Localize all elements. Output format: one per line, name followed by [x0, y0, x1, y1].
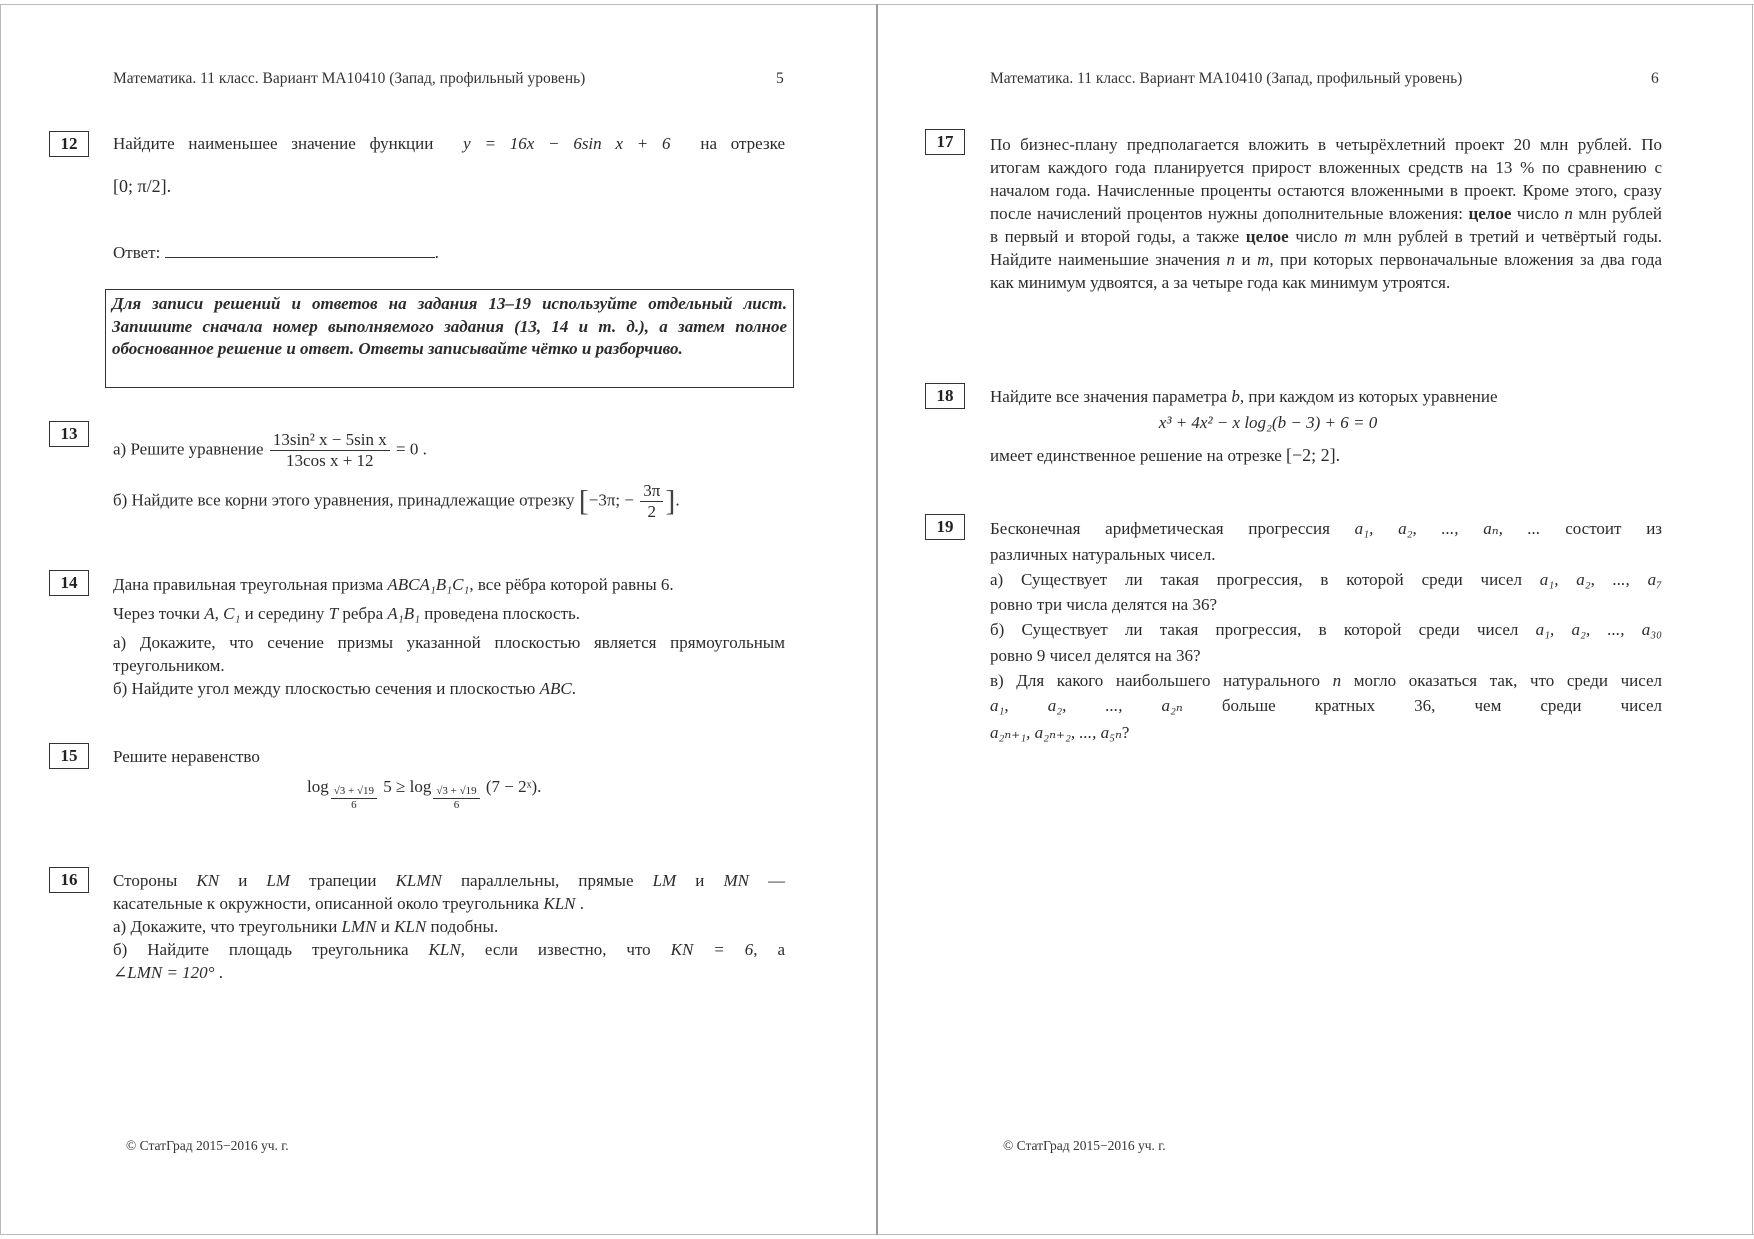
task-19-part-b-end: ровно 9 чисел делятся на 36? — [990, 646, 1201, 665]
right-page — [878, 0, 1754, 1239]
task-12-function: y = 16x − 6sin x + 6 — [463, 134, 671, 153]
t16-b-end: . — [218, 963, 223, 982]
task-number-16: 16 — [49, 867, 89, 893]
t16-LM: LM — [266, 871, 290, 890]
task-18-line-1 — [990, 386, 1497, 409]
task-19-line-1 — [990, 518, 1662, 541]
page-header: Математика. 11 класс. Вариант МА10410 (Запад, профильный уровень) — [990, 70, 1463, 87]
task-14-b-plane: ABC — [539, 679, 572, 698]
t19-c-seq1: a₁, a₂, ..., a₂ₙ — [990, 696, 1183, 715]
t16-a-and: и — [380, 917, 390, 936]
t16-and1: и — [238, 871, 248, 890]
task-14-line-1 — [113, 574, 674, 597]
t18-b: b — [1231, 387, 1240, 406]
task-13-part-a — [113, 430, 427, 471]
t16-a-end: подобны. — [430, 917, 499, 936]
task-15-base-1 — [331, 785, 377, 812]
task-14-line-2 — [113, 603, 580, 626]
task-number-18: 18 — [925, 383, 965, 409]
t19-seq: a₁, a₂, ..., aₙ, ... — [1354, 519, 1541, 538]
task-14-points: A, C₁ — [204, 604, 241, 623]
t16-MN: MN — [723, 871, 749, 890]
task-12-answer: Ответ: . — [113, 243, 439, 262]
t16-b-mid: , если известно, что — [460, 940, 651, 959]
task-16-line-1 — [113, 870, 785, 893]
task-19-line-2: различных натуральных чисел. — [990, 545, 1216, 564]
task-13-a-equals: = 0 . — [395, 439, 427, 459]
task-15-base-2-num: √3 + √19 — [433, 785, 479, 799]
task-16-part-a — [113, 916, 498, 939]
task-15-base-1-den: 6 — [351, 799, 357, 811]
t16-cond2: ∠LMN = 120° — [113, 963, 215, 982]
task-13-b-label: б) Найдите все корни этого уравнения, принадлежащие отрезку — [113, 490, 575, 510]
task-15-text: Решите неравенство — [113, 747, 260, 766]
t19-c-mid: могло оказаться так, что среди чисел — [1353, 671, 1663, 690]
task-13-b-numerator: 3π — [640, 481, 663, 502]
t17-p7: , при которых первоначальные вложения за два года как минимум удвоятся, а за четыре года как минимум утроятся. — [990, 250, 1663, 292]
t16-c: параллельны, прямые — [460, 871, 634, 890]
page-number: 5 — [776, 70, 784, 87]
t19-b-seq: a₁, a₂, ..., a₃₀ — [1535, 620, 1663, 639]
task-14-line2-b: и середину — [244, 604, 325, 623]
task-14-edge: A₁B₁ — [387, 604, 420, 623]
task-number-12: 12 — [49, 131, 89, 157]
t16-b: трапеции — [309, 871, 377, 890]
right-bracket: ] — [665, 484, 676, 518]
answer-input-line[interactable] — [165, 243, 435, 258]
t16-LM2: LM — [652, 871, 677, 890]
t17-p3: млн рублей в первый и второй годы, а также — [990, 204, 1663, 246]
t16-KLN3: KLN — [428, 940, 461, 959]
task-number-17: 17 — [925, 129, 965, 155]
t17-p6: и — [1241, 250, 1251, 269]
task-14-line1-end: , все рёбра которой равны 6. — [469, 575, 674, 594]
task-19-part-c-3 — [990, 722, 1129, 745]
t19-b-text: б) Существует ли такая прогрессия, в которой среди чисел — [990, 620, 1519, 639]
t16-a-text: а) Докажите, что треугольники — [113, 917, 338, 936]
task-15-log-1: log — [307, 777, 329, 796]
task-14-prism: ABCA₁B₁C₁ — [387, 575, 470, 594]
t16-line2: касательные к окружности, описанной около треугольника — [113, 894, 540, 913]
t19-line1-b: состоит из — [1565, 519, 1663, 538]
task-13-a-numerator: 13sin² x − 5sin x — [270, 430, 390, 451]
t17-m: m — [1344, 227, 1357, 246]
t16-d: — — [768, 871, 786, 890]
t17-p2: число — [1516, 204, 1559, 223]
t17-p5: млн рублей в третий и четвёртый годы. Найдите наименьшие значения — [990, 227, 1663, 269]
task-19-part-a-end: ровно три числа делятся на 36? — [990, 595, 1218, 614]
t16-cond1: KN = 6 — [670, 940, 754, 959]
task-14-line2-c: ребра — [342, 604, 384, 623]
t17-bold2: целое — [1245, 227, 1289, 246]
task-14-line1-start: Дана правильная треугольная призма — [113, 575, 384, 594]
task-13-b-left: −3π; − — [588, 490, 634, 510]
task-14-part-a: а) Докажите, что сечение призмы указанной плоскостью является прямоугольным треугольником. — [113, 633, 785, 675]
task-12-text-start: Найдите наименьшее значение функции — [113, 134, 434, 153]
task-13-a-fraction — [270, 430, 390, 471]
t19-c-text: в) Для какого наибольшего натурального — [990, 671, 1321, 690]
t18-line1: Найдите все значения параметра — [990, 387, 1228, 406]
task-number-19: 19 — [925, 514, 965, 540]
t18-line1-end: , при каждом из которых уравнение — [1239, 387, 1498, 406]
task-19-part-c-2 — [990, 695, 1662, 718]
task-14-line2-a: Через точки — [113, 604, 200, 623]
task-14-T: T — [328, 604, 339, 623]
task-16-part-b-2 — [113, 962, 223, 985]
t17-p1: По бизнес-плану предполагается вложить в четырёхлетний проект 20 млн рублей. По итогам каждого года планируется прирост вложенных средств на 13 % по сравнению с началом года. Начисленные проценты остаются вложенными в проект. Кроме этого, сразу после начислений процентов нужны дополнительные вложения: — [990, 135, 1662, 223]
t17-n2: n — [1226, 250, 1236, 269]
t19-c-end: ? — [1121, 723, 1130, 742]
task-15-base-1-num: √3 + √19 — [331, 785, 377, 799]
t17-n: n — [1564, 204, 1573, 223]
t16-KLN2: KLN — [394, 917, 427, 936]
task-number-15: 15 — [49, 743, 89, 769]
task-14-part-b — [113, 678, 576, 701]
t16-KLMN: KLMN — [395, 871, 442, 890]
t19-c-n: n — [1332, 671, 1342, 690]
task-13-a-label: а) Решите уравнение — [113, 439, 264, 459]
task-14-line2-d: проведена плоскость. — [424, 604, 581, 623]
t16-line2-end: . — [579, 894, 584, 913]
task-13-a-denominator: 13cos x + 12 — [286, 451, 374, 470]
task-14-b-text: б) Найдите угол между плоскостью сечения и плоскостью — [113, 679, 536, 698]
t17-m2: m — [1257, 250, 1270, 269]
t19-a-text: а) Существует ли такая прогрессия, в которой среди чисел — [990, 570, 1522, 589]
task-14-b-end: . — [571, 679, 576, 698]
t19-line1-a: Бесконечная арифметическая прогрессия — [990, 519, 1330, 538]
task-13-part-b: б) Найдите все корни этого уравнения, принадлежащие отрезку [−3π; − $\frac{3\pi}{2}$ ]. — [113, 481, 680, 521]
answer-label: Ответ: — [113, 243, 161, 262]
page-number: 6 — [1651, 70, 1659, 87]
instructions-notice: Для записи решений и ответов на задания 13–19 используйте отдельный лист. Запишите сначала номер выполняемого задания (13, 14 и т. д.), а затем полное обоснованное решение и ответ. Ответы записывайте чётко и разборчиво. — [105, 289, 794, 388]
task-16-part-b — [113, 939, 785, 962]
task-12-text-end: на отрезке — [700, 134, 786, 153]
task-13-b-fraction — [640, 481, 663, 522]
task-15-rhs: (7 − 2ˣ). — [485, 777, 542, 796]
task-13-b-denominator: 2 — [647, 502, 657, 521]
task-number-13: 13 — [49, 421, 89, 447]
page-footer: © СтатГрад 2015−2016 уч. г. — [126, 1138, 289, 1153]
t16-b-a: , а — [753, 940, 786, 959]
t16-KN: KN — [196, 871, 220, 890]
t16-b-text: б) Найдите площадь треугольника — [113, 940, 409, 959]
t17-p4: число — [1295, 227, 1338, 246]
task-19-part-a — [990, 569, 1662, 592]
task-17-text — [990, 133, 1662, 294]
task-19-part-b — [990, 619, 1662, 642]
left-bracket: [ — [578, 484, 589, 518]
task-16-line-2 — [113, 893, 584, 916]
t16-KLN: KLN — [543, 894, 576, 913]
task-19-part-c — [990, 670, 1662, 693]
task-number-14: 14 — [49, 570, 89, 596]
t18-interval: [−2; 2]. — [1286, 445, 1341, 465]
task-15-mid: 5 ≥ log — [383, 777, 432, 796]
task-12-line-1 — [113, 133, 785, 156]
t16-a: Стороны — [113, 871, 178, 890]
task-12-interval: [0; π/2]. — [113, 176, 172, 196]
t18-line3: имеет единственное решение на отрезке — [990, 446, 1282, 465]
page-header: Математика. 11 класс. Вариант МА10410 (Запад, профильный уровень) — [113, 70, 586, 87]
t16-LMN: LMN — [341, 917, 377, 936]
task-18-equation: x³ + 4x² − x log₂(b − 3) + 6 = 0 — [1158, 413, 1378, 432]
t19-c-more: больше кратных 36, чем среди чисел — [1221, 696, 1663, 715]
page-footer: © СтатГрад 2015−2016 уч. г. — [1003, 1138, 1166, 1153]
t16-and2: и — [695, 871, 705, 890]
task-15-inequality — [307, 776, 541, 812]
t19-c-seq2: a₂ₙ₊₁, a₂ₙ₊₂, ..., a₅ₙ — [990, 723, 1122, 742]
task-15-base-2-den: 6 — [453, 799, 460, 811]
t19-a-seq: a₁, a₂, ..., a₇ — [1539, 570, 1662, 589]
task-18-line-3 — [990, 444, 1340, 468]
t17-bold1: целое — [1468, 204, 1512, 223]
task-15-base-2 — [433, 785, 479, 812]
